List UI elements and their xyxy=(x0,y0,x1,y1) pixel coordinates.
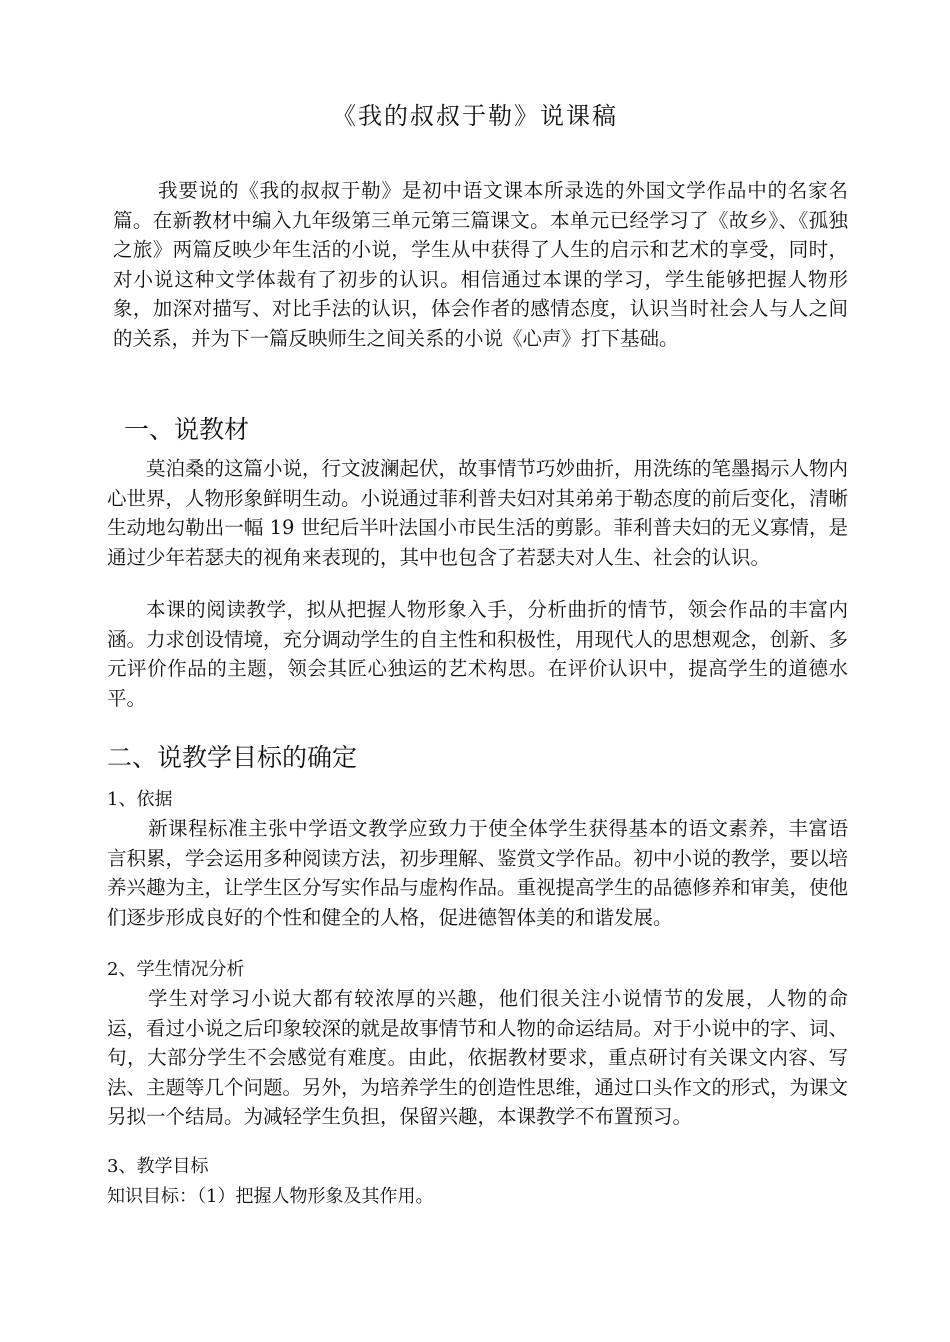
basis-paragraph: 新课程标准主张中学语文教学应致力于使全体学生获得基本的语文素养，丰富语言积累，学会运用多种阅读方法，初步理解、鉴赏文学作品。初中小说的教学，要以培养兴趣为主，让学生区分写实作品与虚构作品。重视提高学生的品德修养和审美，使他们逐步形成良好的个性和健全的人格，促进德智体美的和谐发展。 xyxy=(107,817,849,929)
student-analysis-paragraph: 学生对学习小说大都有较浓厚的兴趣，他们很关注小说情节的发展，人物的命运，看过小说之后印象较深的就是故事情节和人物的命运结局。对于小说中的字、词、句，大部分学生不会感觉有难度。由此，依据教材要求，重点研讨有关课文内容、写法、主题等几个问题。另外，为培养学生的创造性思维，通过口头作文的形式，为课文另拟一个结局。为减轻学生负担，保留兴趣，本课教学不布置预习。 xyxy=(107,987,849,1128)
subheading-teaching-goals: 3、教学目标 xyxy=(107,1156,209,1177)
subheading-student-analysis: 2、学生情况分析 xyxy=(107,959,245,980)
subheading-basis: 1、依据 xyxy=(107,789,173,810)
section-heading-textbook: 一、说教材 xyxy=(124,415,250,444)
section-heading-objectives: 二、说教学目标的确定 xyxy=(107,743,358,772)
knowledge-goal-line: 知识目标：（1）把握人物形象及其作用。 xyxy=(107,1186,434,1207)
document-title: 《我的叔叔于勒》说课稿 xyxy=(332,102,618,130)
intro-paragraph: 我要说的《我的叔叔于勒》是初中语文课本所录选的外国文学作品中的名家名篇。在新教材中编入九年级第三单元第三篇课文。本单元已经学习了《故乡》、《孤独之旅》两篇反映少年生活的小说，学生从中获得了人生的启示和艺术的享受，同时，对小说这种文学体裁有了初步的认识。相信通过本课的学习，学生能够把握人物形象，加深对描写、对比手法的认识，体会作者的感情态度，认识当时社会人与人之间的关系，并为下一篇反映师生之间关系的小说《心声》打下基础。 xyxy=(113,179,848,350)
section1-paragraph-2: 本课的阅读教学，拟从把握人物形象入手，分析曲折的情节，领会作品的丰富内涵。力求创设情境，充分调动学生的自主性和积极性，用现代人的思想观念，创新、多元评价作品的主题，领会其匠心独运的艺术构思。在评价认识中，提高学生的道德水平。 xyxy=(107,598,849,710)
section1-paragraph-1: 莫泊桑的这篇小说，行文波澜起伏，故事情节巧妙曲折，用洗练的笔墨揭示人物内心世界，人物形象鲜明生动。小说通过菲利普夫妇对其弟弟于勒态度的前后变化，清晰生动地勾勒出一幅 19 世纪后半叶法国小市民生活的剪影。菲利普夫妇的无义寡情，是通过少年若瑟夫的视角来表现的，其中也包含了若瑟夫对人生、社会的认识。 xyxy=(107,457,849,569)
